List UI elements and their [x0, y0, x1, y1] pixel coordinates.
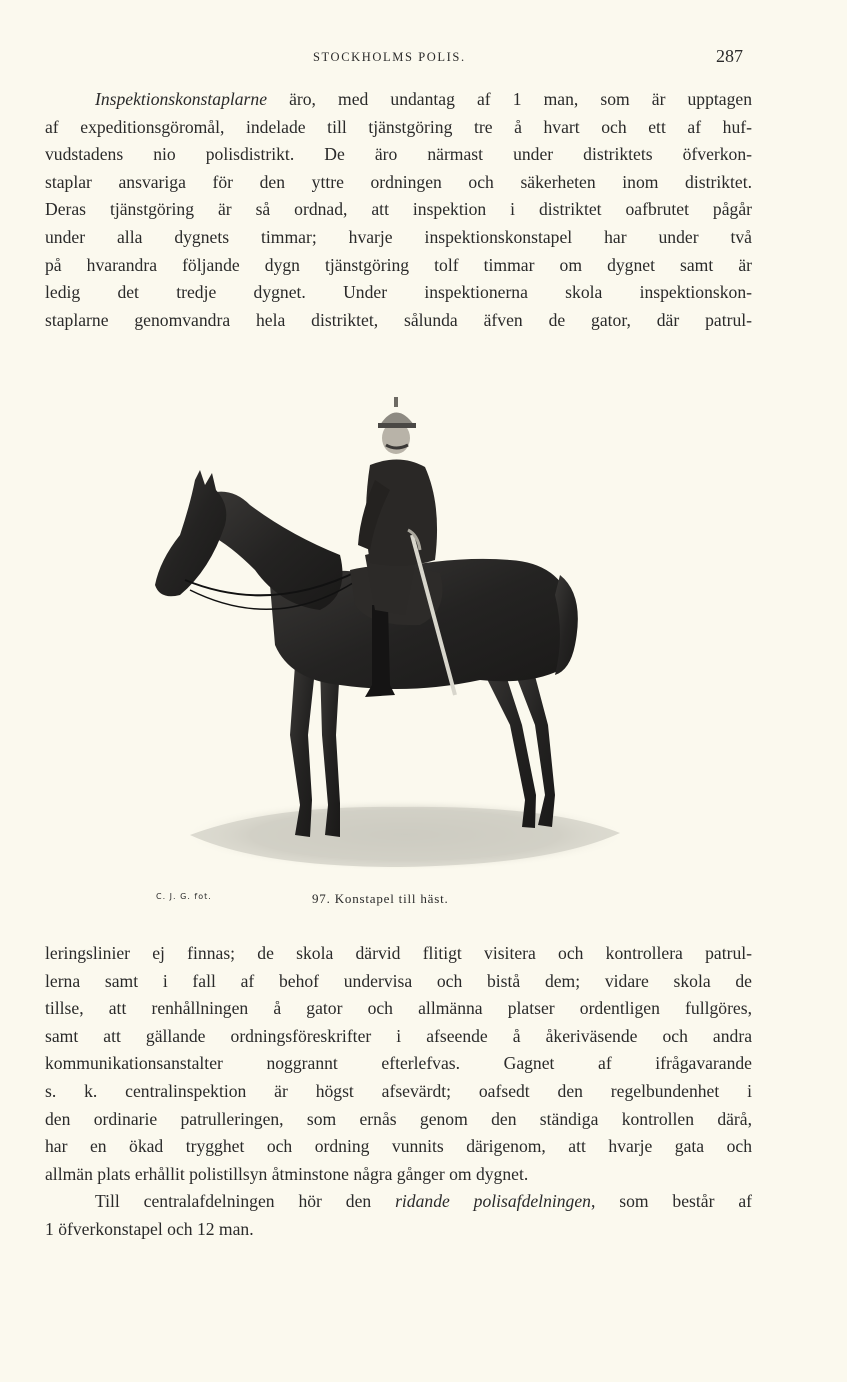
paragraph-bottom: [45, 940, 752, 1244]
italic-term: Inspektionskonstaplarne: [95, 89, 268, 109]
text-line: allmän plats erhållit polistillsyn åtminstone några gånger om dygnet.: [45, 1163, 529, 1184]
paragraph-top: [45, 86, 752, 334]
text-line: har en ökad trygghet och ordning vunnits därigenom, att hvarje gata och: [45, 1136, 752, 1157]
text-line: kommunikationsanstalter noggrannt efterlefvas. Gagnet af ifrågavarande: [45, 1053, 752, 1074]
text-line: på hvarandra följande dygn tjänstgöring tolf timmar om dygnet samt är: [45, 254, 752, 275]
text-line: samt att gällande ordningsföreskrifter i afseende å åkeriväsende och andra: [45, 1025, 752, 1046]
page-header: [0, 48, 847, 72]
text-line: lerna samt i fall af behof undervisa och bistå dem; vidare skola de: [45, 970, 752, 991]
text-line: Inspektionskonstaplarne äro, med undantag af 1 man, som är upptagen: [95, 89, 752, 109]
mounted-policeman-photo: [150, 395, 630, 880]
text-line: ledig det tredje dygnet. Under inspektionerna skola inspektionskon-: [45, 282, 752, 303]
text-line: vudstadens nio polisdistrikt. De äro närmast under distriktets öfverkon-: [45, 144, 752, 165]
text-line: den ordinarie patrulleringen, som ernås genom den ständiga kontrollen därå,: [45, 1108, 752, 1129]
text-line: under alla dygnets timmar; hvarje inspektionskonstapel har under två: [45, 226, 752, 247]
text-line: staplar ansvariga för den yttre ordningen och säkerheten inom distriktet.: [45, 171, 752, 192]
text-line: Till centralafdelningen hör den ridande polisafdelningen, som består af: [95, 1191, 752, 1212]
text-line: tillse, att renhållningen å gator och allmänna platser ordentligen fullgöres,: [45, 998, 752, 1019]
text-line: af expeditionsgöromål, indelade till tjänstgöring tre å hvart och ett af huf-: [45, 116, 752, 137]
text-line: leringslinier ej finnas; de skola därvid flitigt visitera och kontrollera patrul-: [45, 943, 752, 963]
running-title: STOCKHOLMS POLIS.: [313, 50, 466, 64]
text-line: 1 öfverkonstapel och 12 man.: [45, 1218, 254, 1239]
text-line: Deras tjänstgöring är så ordnad, att inspektion i distriktet oafbrutet pågår: [45, 199, 752, 220]
figure-caption: 97. Konstapel till häst.: [312, 891, 449, 906]
italic-term: ridande polisafdelningen: [395, 1191, 591, 1212]
text-line: s. k. centralinspektion är högst afsevärdt; oafsedt den regelbundenhet i: [45, 1080, 752, 1101]
photo-credit: C. J. G. fot.: [156, 892, 212, 901]
page-number: 287: [716, 46, 743, 66]
text-line: staplarne genomvandra hela distriktet, sålunda äfven de gator, där patrul-: [45, 309, 752, 330]
